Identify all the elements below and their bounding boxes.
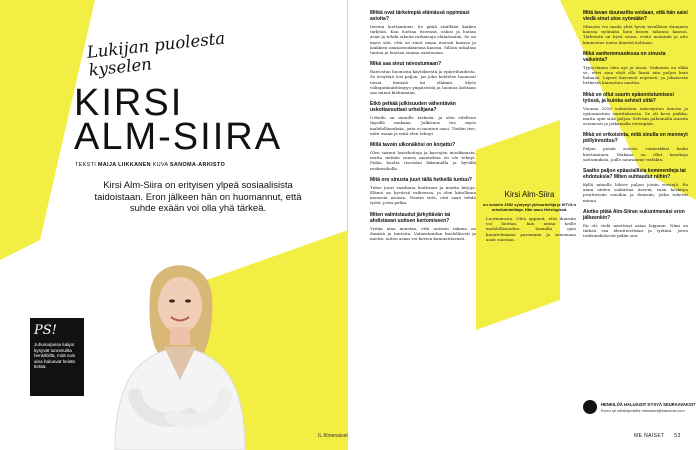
kicker-script: Lukijan puolesta kyselen [85,28,226,80]
headline-line-1: KIRSI [74,82,184,124]
question: Mitä oro sinusta juuri tällä hetkellä tuntuu? [370,176,472,183]
ps-text: Juhusarjassa lukijat kysyvät tunnetuilta henkilöiltä, mitä vain aina haluavat heistä tietää. [34,342,76,370]
question: Millä tavoin ulkonäkösi on korjattu? [370,142,456,149]
question: Mitkä ovat tärkeimpiä elämässä oppimiasi asioita? [370,10,470,22]
portrait-neck [170,327,190,345]
answer: Raivostun huonosta käytöksestä ja epäreiluudesta. Se ärsyttää tosi paljon, jos joku kohtelee huonosti toisia ihmisiä tai eläimiä. Myös välinpitämättömyys ympäristöä ja luontoa kohtaan saa minut kiehumaan. [370,69,476,96]
ps-sidebox [30,318,84,396]
answer: Kyllä minulle lähtee paljon jotain viestejä. En anna niiden vaikuttaa itseeni, vaan keskityn positiivisiin asioihin ja ihmisiin, jotka tukevat minua. [583,182,688,203]
byline-text-label: TEKSTI [75,162,97,168]
ps-mark: PS! [34,323,57,338]
portrait-eye-left [169,299,175,302]
byline-photographer: SANOMA-ARKISTO [169,162,226,168]
ad-title: HENKILÖÄ HALUAISIT KYSYÄ SEURAAVAKSI? [601,402,696,407]
portrait-face [158,277,202,333]
reader-question-ad [583,400,696,418]
answer: Luottamusta. Olen oppinut, että ihmisiin voi luottaa, kun antaa heille mahdollisuuden. Samalla opin kuuntelemaan paremmin ja sanomaan asiat suoraan. [486,216,576,242]
page-number: 53 [674,433,681,439]
footer-left-url: IL.fi/menaiset [318,433,348,439]
answer: Olen saanut laserhoitoja ja kasvojen muokkausta, mutta mitään suuria muutoksia en ole tehnyt. Pidän huolta itsestäni liikunnalla ja hyvällä ruokavaliolla. [370,150,476,171]
lead-paragraph: Kirsi Alm-Siira on erityisen ylpeä sosiaalisista taidoistaan. Eron jälkeen hän on huomannut, että suhde exään voi olla yhä tärkeä. [94,180,302,214]
question: Mikä on ollut suurin epäonnistumisesi työssä, ja kuinka selvisit siitä? [583,91,674,104]
column-c [583,10,688,240]
answer: Tulee juuri vaadunta kodistani ja mietin kirjoja. Elämä on hyvässä vaiheessa, ja olen kiitollinen monesta asiasta. Nautin siitä, että saan tehdä työtä, josta pidän. [370,184,476,206]
question: Mikä on erikoisinta, mitä sinulla on menneyt pöllyinnuttuu? [583,132,688,145]
question: Etkö pelkää julkisuuden vähentävän uskottavuuttasi urheilijana? [370,101,456,114]
answer: Paljon pieniä asioita, esimerkiksi kodin kiertäminen. Mukana on ollut hauskoja sattumuksia, joille nauramme vieläkin. [583,146,688,162]
infobox-name: Kirsi Alm-Siira [504,190,555,199]
infobox-bio: on vuoden 1992 syntynyt yleisurheilija ja MTV3:n urheilutoimittaja. Hän asuu Helsingissä. [482,202,577,212]
ad-text: Kerro se sähköpostilla menaiset@sanoma.com [601,408,685,413]
question: Saatko paljon epäasiallisia kommentteja tai ehdotuksia? Miten suhtaudut niihin? [583,168,686,181]
answer: Yritän aina muistaa, että uutisen takana on ihmisiä ja tunteita. Valmistaudun huolellisesti ja mietin, miten asian voi kertoa kunnioittavasti. [370,225,476,242]
footer-right [634,433,681,439]
answer: En ole vielä miettinyt asiaa loppuun. Nimi on tärkeä osa identiteettiäni ja työtäni, joten todennäköisesti pidän sen. [583,222,688,239]
answer: Minusta voi saada yhtä hyvin tavallisen duunarin kanssa syömään kuin kenen tahansa kanssa. Tärkeintä on hyvä seura, rento meininki ja aito kiinnostus toista ihmistä kohtaan. [583,24,688,45]
question: Mikä vanhemmuudessa on sinusta vaikeinta? [583,50,666,63]
page-gutter [347,0,348,450]
question: Miten valmistaudut järkyttävän tai ahdistavan uutisen kertomiseen? [370,211,451,224]
headline-line-2: ALM-SIIRA [74,116,283,158]
byline [75,162,225,168]
answer: Vuonna 2016 valmistuin unisexjutun kanssa ja epäonnistuin suorituksessa. Se oli kova paikka, mutta opin siitä paljon. Selvisin puhumalla asiasta avoimesti ja jatkamalla eteenpäin. [583,105,688,127]
headline [74,82,304,158]
portrait-eye-right [185,299,191,302]
byline-author: MAIJA LIIKKANEN [97,162,151,168]
answer: Urheilu on minulle tärkeää, ja olen edelleen täysillä mukana. Julkisuus tuo myös mahdollisuuksia, joita ei muuten saisi. Tiedän itse, mitä osaan ja mitä olen tehnyt. [370,115,476,136]
magazine-logo-icon [583,400,597,414]
question [583,10,688,22]
portrait-photo [80,235,280,450]
byline-photo-label: KUVA [152,162,169,168]
answer: Tyytyväinen olen nyt ja tässä. Vaikeinta on ehkä se, ettei aina ehdi olla läsnä niin paljon kuin haluaisi. Lapset kasvavat nopeasti, ja jokaisesta hetkestä kannattaa nauttia. [583,64,688,86]
column-b [486,216,576,244]
column-a [370,10,476,243]
question: Aiotko pitää Alm-Siiran sukunimenäsi eron jälkeenkin? [583,208,685,221]
name-infobox [481,190,578,212]
highlighted-question: Mitä tavan duunarilta voidaan, että hän saisi viedä sinut ulos syömään? [583,10,688,22]
question: Mikä saa sinut raivostumaan? [370,61,442,68]
footer-brand: ME NAISET [634,433,665,439]
answer: Itseeni luottaminen. Se pitää sisällään kaiken tärkeän. Kun luottaa itseensä, uskoo ja hoitaa asiat ja tehdä oikeita ratkaisuja elämässään. Se on myös sitä, että on sinut oman itsensä kanssa ja kaikkien ominaisuuksiensa kanssa. Silloin uskaltaa tuntea ja luottaa omaan vaistoonsa. [370,24,476,56]
